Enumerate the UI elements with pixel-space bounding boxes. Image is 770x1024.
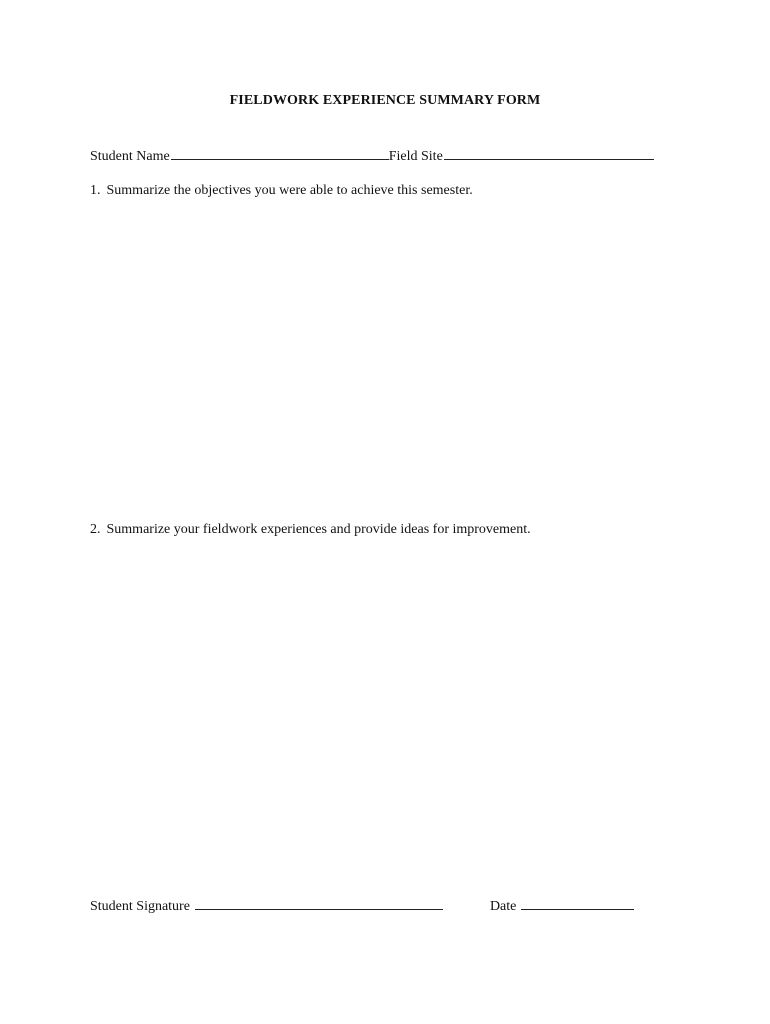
student-name-label: Student Name <box>90 149 170 164</box>
question-1-text: Summarize the objectives you were able to achieve this semester. <box>106 183 473 198</box>
date-field[interactable] <box>521 897 634 910</box>
question-1-number: 1. <box>90 183 101 198</box>
form-title: FIELDWORK EXPERIENCE SUMMARY FORM <box>229 93 541 108</box>
question-2-text: Summarize your fieldwork experiences and provide ideas for improvement. <box>106 522 531 537</box>
student-signature-label: Student Signature <box>90 899 190 914</box>
student-name-field[interactable] <box>171 147 389 160</box>
student-signature-field[interactable] <box>195 897 443 910</box>
question-2 <box>90 522 531 538</box>
question-2-answer-area[interactable] <box>90 549 680 879</box>
date-label: Date <box>489 899 517 914</box>
question-1-answer-area[interactable] <box>90 210 680 510</box>
name-site-row <box>90 147 654 165</box>
signature-row <box>90 897 634 915</box>
question-2-number: 2. <box>90 522 101 537</box>
field-site-field[interactable] <box>444 147 654 160</box>
field-site-label: Field Site <box>388 149 443 164</box>
question-1 <box>90 183 473 199</box>
